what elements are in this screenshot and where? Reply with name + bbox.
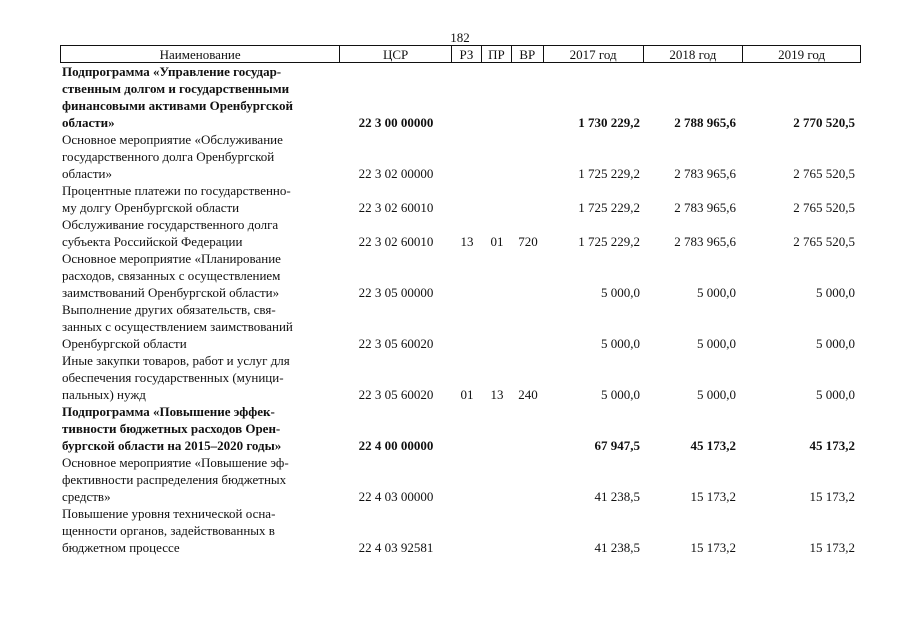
row-name-line: финансовыми активами Оренбургской [62, 98, 293, 113]
row-csr: 22 4 03 92581 [358, 540, 434, 555]
row-name-line: средств» [62, 489, 111, 504]
row-csr: 22 3 05 00000 [358, 285, 434, 300]
row-name-line: области» [62, 115, 115, 130]
row-name-line: Основное мероприятие «Планирование [62, 251, 281, 266]
header-rz: РЗ [452, 46, 482, 62]
header-name: Наименование [61, 46, 340, 62]
row-2017: 41 238,5 [594, 489, 640, 504]
row-2017: 1 730 229,2 [578, 115, 640, 130]
row-2017: 5 000,0 [601, 285, 640, 300]
table-body [60, 63, 861, 556]
row-name [60, 216, 340, 250]
row-name-line: занных с осуществлением заимствований [62, 319, 293, 334]
row-name-line: бюджетном процессе [62, 540, 180, 555]
row-name-line: ственным долгом и государственными [62, 81, 290, 96]
row-2018: 45 173,2 [690, 438, 736, 453]
row-pr: 13 [490, 387, 504, 402]
row-2017: 41 238,5 [594, 540, 640, 555]
row-2018: 15 173,2 [690, 540, 736, 555]
row-name [60, 250, 340, 301]
table-row [60, 301, 861, 352]
header-csr: ЦСР [340, 46, 452, 62]
row-2019: 2 765 520,5 [793, 200, 855, 215]
row-rz: 13 [460, 234, 474, 249]
row-2017: 5 000,0 [601, 336, 640, 351]
row-2018: 15 173,2 [690, 489, 736, 504]
row-2019: 15 173,2 [809, 489, 855, 504]
row-2018: 5 000,0 [697, 387, 736, 402]
row-2019: 2 770 520,5 [793, 115, 855, 130]
row-name [60, 454, 340, 505]
row-name-line: государственного долга Оренбургской [62, 149, 275, 164]
row-name-line: Основное мероприятие «Обслуживание [62, 132, 283, 147]
row-2019: 2 765 520,5 [793, 166, 855, 181]
table-row [60, 403, 861, 454]
header-2018: 2018 год [644, 46, 744, 62]
row-2019: 15 173,2 [809, 540, 855, 555]
row-name-line: Выполнение других обязательств, свя- [62, 302, 276, 317]
table-header [60, 45, 861, 63]
row-name [60, 131, 340, 182]
table-row [60, 250, 861, 301]
row-2018: 2 783 965,6 [674, 234, 736, 249]
row-2018: 2 783 965,6 [674, 166, 736, 181]
row-2017: 1 725 229,2 [578, 234, 640, 249]
row-name-line: заимствований Оренбургской области» [62, 285, 280, 300]
row-name-line: Повышение уровня технической осна- [62, 506, 276, 521]
row-2019: 5 000,0 [816, 285, 855, 300]
row-name-line: фективности распределения бюджетных [62, 472, 287, 487]
row-vr: 240 [518, 387, 538, 402]
row-name-line: Процентные платежи по государственно- [62, 183, 291, 198]
table-row [60, 63, 861, 131]
row-name [60, 301, 340, 352]
row-2018: 2 788 965,6 [674, 115, 736, 130]
table-row [60, 182, 861, 216]
row-2019: 5 000,0 [816, 387, 855, 402]
row-2018: 5 000,0 [697, 285, 736, 300]
row-name-line: Основное мероприятие «Повышение эф- [62, 455, 289, 470]
row-name-line: обеспечения государственных (муници- [62, 370, 284, 385]
row-csr: 22 3 05 60020 [358, 336, 434, 351]
table-row [60, 352, 861, 403]
row-name-line: Оренбургской области [62, 336, 187, 351]
row-name-line: щенности органов, задействованных в [62, 523, 275, 538]
row-csr: 22 3 02 60010 [358, 234, 434, 249]
row-name [60, 403, 340, 454]
row-csr: 22 3 05 60020 [358, 387, 434, 402]
row-csr: 22 4 00 00000 [358, 438, 434, 453]
header-2019: 2019 год [778, 47, 826, 62]
row-vr: 720 [518, 234, 538, 249]
row-name [60, 182, 340, 216]
row-name-line: тивности бюджетных расходов Орен- [62, 421, 281, 436]
row-name-line: области» [62, 166, 112, 181]
row-2019: 5 000,0 [816, 336, 855, 351]
table-row [60, 454, 861, 505]
row-csr: 22 3 02 00000 [358, 166, 434, 181]
row-name [60, 63, 340, 131]
header-vr: ВР [512, 46, 544, 62]
row-rz: 01 [460, 387, 474, 402]
page-number: 182 [450, 30, 470, 45]
row-csr: 22 3 02 60010 [358, 200, 434, 215]
row-name [60, 505, 340, 556]
row-pr: 01 [490, 234, 504, 249]
header-pr: ПР [482, 46, 512, 62]
header-2017: 2017 год [544, 46, 644, 62]
row-name-line: Обслуживание государственного долга [62, 217, 279, 232]
budget-table [60, 45, 861, 556]
row-2017: 1 725 229,2 [578, 166, 640, 181]
row-2018: 2 783 965,6 [674, 200, 736, 215]
row-csr: 22 4 03 00000 [358, 489, 434, 504]
row-csr: 22 3 00 00000 [358, 115, 434, 130]
row-name-line: пальных) нужд [62, 387, 146, 402]
row-2019: 45 173,2 [809, 438, 855, 453]
row-name-line: бургской области на 2015–2020 годы» [62, 438, 282, 453]
row-name-line: Подпрограмма «Повышение эффек- [62, 404, 275, 419]
table-row [60, 216, 861, 250]
row-name-line: му долгу Оренбургской области [62, 200, 240, 215]
row-2017: 5 000,0 [601, 387, 640, 402]
row-2017: 1 725 229,2 [578, 200, 640, 215]
table-row [60, 131, 861, 182]
row-2018: 5 000,0 [697, 336, 736, 351]
row-name-line: расходов, связанных с осуществлением [62, 268, 281, 283]
row-name-line: субъекта Российской Федерации [62, 234, 243, 249]
row-2019: 2 765 520,5 [793, 234, 855, 249]
row-name-line: Иные закупки товаров, работ и услуг для [62, 353, 290, 368]
row-name [60, 352, 340, 403]
table-row [60, 505, 861, 556]
row-2017: 67 947,5 [594, 438, 640, 453]
row-name-line: Подпрограмма «Управление государ- [62, 64, 282, 79]
